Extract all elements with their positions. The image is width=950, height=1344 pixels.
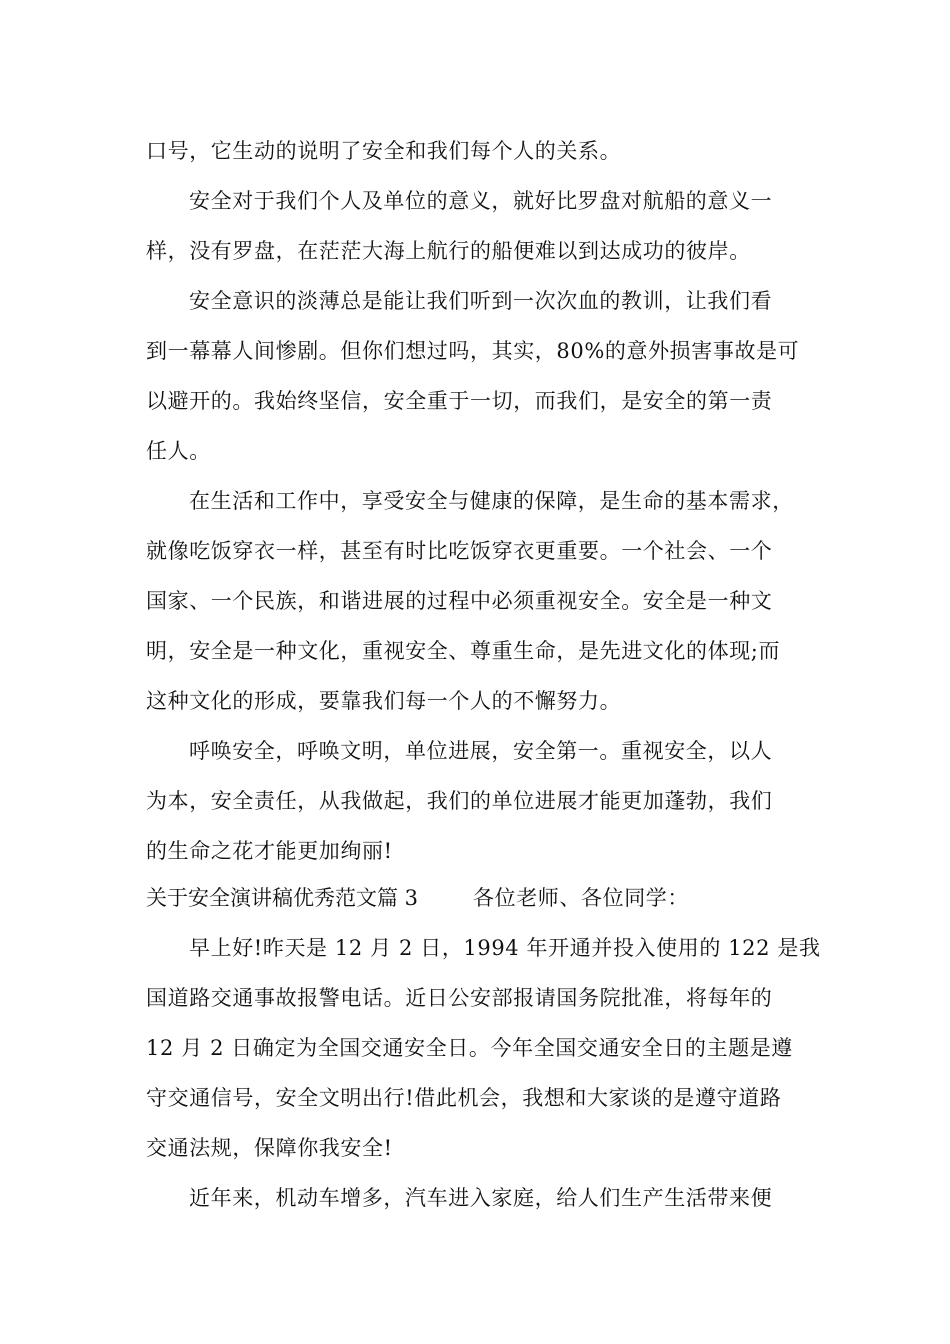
text-line: 口号，它生动的说明了安全和我们每个人的关系。 <box>146 139 622 163</box>
text-line: 任人。 <box>146 439 211 463</box>
text-line: 样，没有罗盘，在茫茫大海上航行的船便难以到达成功的彼岸。 <box>146 239 751 263</box>
text-line: 近年来，机动车增多，汽车进入家庭，给人们生产生活带来便 <box>189 1186 773 1210</box>
text-line: 国道路交通事故报警电话。近日公安部报请国务院批准，将每年的 <box>146 986 773 1010</box>
text-line: 明，安全是一种文化，重视安全、尊重生命，是先进文化的体现;而 <box>146 639 781 663</box>
section-title: 关于安全演讲稿优秀范文篇 3 <box>146 886 419 910</box>
text-line: 安全对于我们个人及单位的意义，就好比罗盘对航船的意义一 <box>189 189 773 213</box>
text-line: 以避开的。我始终坚信，安全重于一切，而我们，是安全的第一责 <box>146 389 773 413</box>
text-line: 为本，安全责任，从我做起，我们的单位进展才能更加蓬勃，我们 <box>146 789 773 813</box>
text-line: 在生活和工作中，享受安全与健康的保障，是生命的基本需求， <box>189 489 794 513</box>
text-line: 交通法规，保障你我安全! <box>146 1136 393 1160</box>
text-line: 国家、一个民族，和谐进展的过程中必须重视安全。安全是一种文 <box>146 589 773 613</box>
text-line: 这种文化的形成，要靠我们每一个人的不懈努力。 <box>146 689 622 713</box>
text-line: 的生命之花才能更加绚丽! <box>146 839 393 863</box>
text-line: 守交通信号，安全文明出行!借此机会，我想和大家谈的是遵守道路 <box>146 1086 782 1110</box>
text-line: 就像吃饭穿衣一样，甚至有时比吃饭穿衣更重要。一个社会、一个 <box>146 539 773 563</box>
text-line: 呼唤安全，呼唤文明，单位进展，安全第一。重视安全，以人 <box>189 739 773 763</box>
text-line: 到一幕幕人间惨剧。但你们想过吗，其实，80%的意外损害事故是可 <box>146 339 800 363</box>
greeting-text: 各位老师、各位同学： <box>473 886 689 910</box>
text-line: 早上好!昨天是 12 月 2 日，1994 年开通并投入使用的 122 是我 <box>189 936 821 960</box>
text-line: 12 月 2 日确定为全国交通安全日。今年全国交通安全日的主题是遵 <box>146 1036 793 1060</box>
text-line: 安全意识的淡薄总是能让我们听到一次次血的教训，让我们看 <box>189 289 773 313</box>
